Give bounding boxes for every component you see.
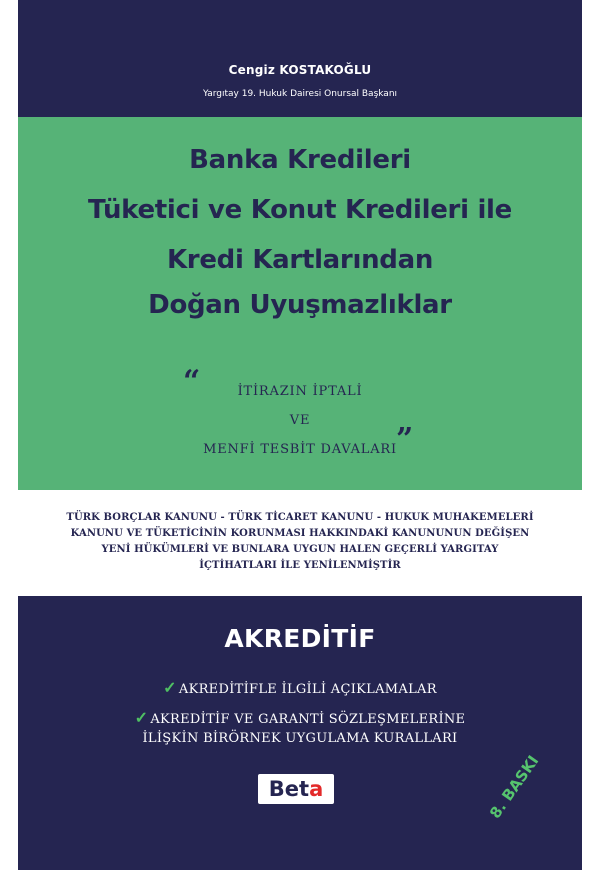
bullet-item-3 (18, 731, 582, 746)
bullet-item-1 (18, 678, 582, 697)
title-line-3: Kredi Kartlarından (166, 245, 434, 275)
bullet-item-2 (18, 708, 582, 727)
subtitle-line-3: MENFİ TESBİT DAVALARI (203, 442, 397, 457)
open-quote-mark: “ (183, 364, 201, 399)
laws-line-1: TÜRK BORÇLAR KANUNU - TÜRK TİCARET KANUNU - HUKUK MUHAKEMELERİ (66, 512, 534, 523)
bullet-text-2: AKREDİTİF VE GARANTİ SÖZLEŞMELERİNE (150, 712, 466, 727)
subtitle-line-2: VE (289, 413, 311, 428)
close-quote-mark: ” (396, 422, 414, 457)
subtitle-line-1: İTİRAZIN İPTALİ (237, 384, 363, 399)
laws-line-3: YENİ HÜKÜMLERİ VE BUNLARA UYGUN HALEN GEÇERLİ YARGITAY (101, 544, 499, 555)
publisher-name-accent: a (309, 777, 324, 801)
book-cover (18, 0, 582, 870)
edition-label: 8. BASKI (486, 752, 543, 822)
publisher-name-main: Bet (268, 777, 310, 801)
title-band (18, 117, 582, 490)
bullet-text-3: İLİŞKİN BİRÖRNEK UYGULAMA KURALLARI (142, 731, 458, 746)
title-line-1: Banka Kredileri (189, 145, 411, 175)
akreditif-heading: AKREDİTİF (224, 624, 376, 653)
author-name: Cengiz KOSTAKOĞLU (228, 63, 372, 77)
top-band (18, 0, 582, 117)
check-icon: ✓ (134, 708, 149, 727)
laws-line-2: KANUNU VE TÜKETİCİNİN KORUNMASI HAKKINDAKİ KANUNUNUN DEĞİŞEN (70, 528, 530, 539)
author-title: Yargıtay 19. Hukuk Dairesi Onursal Başkanı (202, 89, 398, 99)
title-line-4: Doğan Uyuşmazlıklar (148, 290, 452, 320)
check-icon: ✓ (163, 678, 177, 697)
bullet-text-1: AKREDİTİFLE İLGİLİ AÇIKLAMALAR (178, 682, 437, 697)
title-line-2: Tüketici ve Konut Kredileri ile (87, 195, 513, 225)
publisher-logo (258, 774, 334, 804)
laws-line-4: İÇTİHATLARI İLE YENİLENMİŞTİR (199, 560, 401, 571)
